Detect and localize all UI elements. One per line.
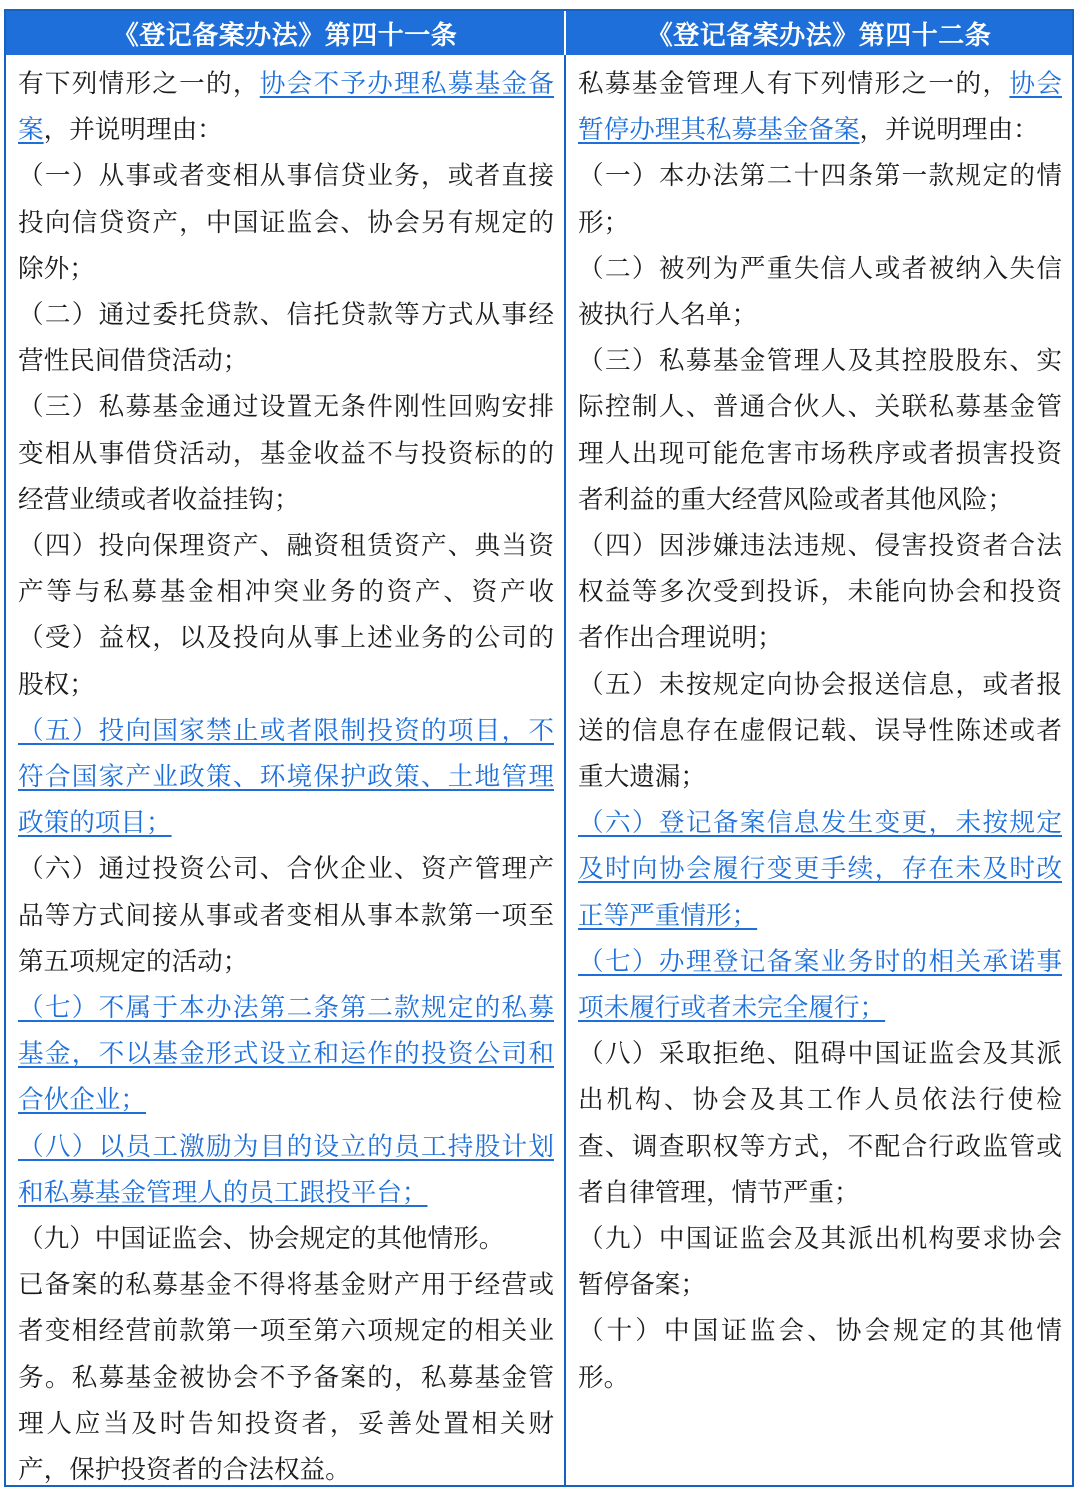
clause-link[interactable]: （八）以员工激励为目的设立的员工持股计划和私募基金管理人的员工跟投平台； [18, 1131, 554, 1208]
clause-item-highlighted [578, 939, 1062, 1031]
clause-item: （四）投向保理资产、融资租赁资产、典当资产等与私募基金相冲突业务的资产、资产收（受）益权，以及投向从事上述业务的公司的股权； [18, 531, 554, 700]
clause-item-highlighted [18, 985, 554, 1124]
clause-item-highlighted [18, 1124, 554, 1216]
article-41-intro [18, 61, 554, 153]
clause-item: （一）本办法第二十四条第一款规定的情形； [578, 161, 1062, 238]
column-header-article-42: 《登记备案办法》第四十二条 [566, 11, 1072, 55]
clause-item: （三）私募基金通过设置无条件刚性回购安排变相从事借贷活动，基金收益不与投资标的的经营业绩或者收益挂钩； [18, 392, 554, 515]
intro-highlight-link[interactable]: 协会不予办理私募基金备案 [18, 69, 554, 146]
clause-item: （六）通过投资公司、合伙企业、资产管理产品等方式间接从事或者变相从事本款第一项至第五项规定的活动； [18, 854, 554, 977]
clause-link[interactable]: （七）办理登记备案业务时的相关承诺事项未履行或者未完全履行； [578, 946, 1062, 1024]
clause-item: （八）采取拒绝、阻碍中国证监会及其派出机构、协会及其工作人员依法行使检查、调查职权等方式，不配合行政监管或者自律管理，情节严重； [578, 1039, 1062, 1208]
clause-link[interactable]: （七）不属于本办法第二条第二款规定的私募基金，不以基金形式设立和运作的投资公司和合伙企业； [18, 993, 554, 1116]
clause-item: （二）被列为严重失信人或者被纳入失信被执行人名单； [578, 253, 1062, 331]
clause-item: （十）中国证监会、协会规定的其他情形。 [578, 1316, 1062, 1393]
intro-text: 私募基金管理人有下列情形之一的， [578, 69, 1010, 99]
clause-item: （九）中国证监会、协会规定的其他情形。 [18, 1224, 505, 1255]
clause-item-highlighted [18, 708, 554, 847]
clause-item: （四）因涉嫌违法违规、侵害投资者合法权益等多次受到投诉，未能向协会和投资者作出合理说明； [578, 531, 1062, 654]
article-41-content [6, 55, 566, 1485]
intro-text-after: ，并说明理由： [43, 115, 223, 146]
intro-highlight-link[interactable]: 协会暂停办理其私募基金备案 [578, 69, 1062, 146]
intro-text-after: ，并说明理由： [859, 115, 1039, 146]
column-header-article-41: 《登记备案办法》第四十一条 [6, 11, 566, 55]
clause-item-highlighted [578, 800, 1062, 939]
clause-item: （五）未按规定向协会报送信息，或者报送的信息存在虚假记载、误导性陈述或者重大遗漏； [578, 669, 1062, 793]
intro-text: 有下列情形之一的， [18, 69, 260, 99]
article-42-intro [578, 61, 1062, 153]
closing-paragraph: 已备案的私募基金不得将基金财产用于经营或者变相经营前款第一项至第六项规定的相关业务。私募基金被协会不予备案的，私募基金管理人应当及时告知投资者，妥善处置相关财产，保护投资者的合法权益。 [18, 1270, 554, 1485]
comparison-table [4, 9, 1074, 1487]
clause-item: （二）通过委托贷款、信托贷款等方式从事经营性民间借贷活动； [18, 300, 554, 377]
clause-link[interactable]: （六）登记备案信息发生变更，未按规定及时向协会履行变更手续，存在未及时改正等严重情形； [578, 808, 1062, 931]
clause-item: （一）从事或者变相从事信贷业务，或者直接投向信贷资产，中国证监会、协会另有规定的除外； [18, 161, 554, 284]
article-42-content [566, 55, 1072, 1485]
clause-item: （三）私募基金管理人及其控股股东、实际控制人、普通合伙人、关联私募基金管理人出现可能危害市场秩序或者损害投资者利益的重大经营风险或者其他风险； [578, 346, 1062, 515]
clause-item: （九）中国证监会及其派出机构要求协会暂停备案； [578, 1224, 1062, 1301]
clause-link[interactable]: （五）投向国家禁止或者限制投资的项目，不符合国家产业政策、环境保护政策、土地管理政策的项目； [18, 715, 554, 839]
